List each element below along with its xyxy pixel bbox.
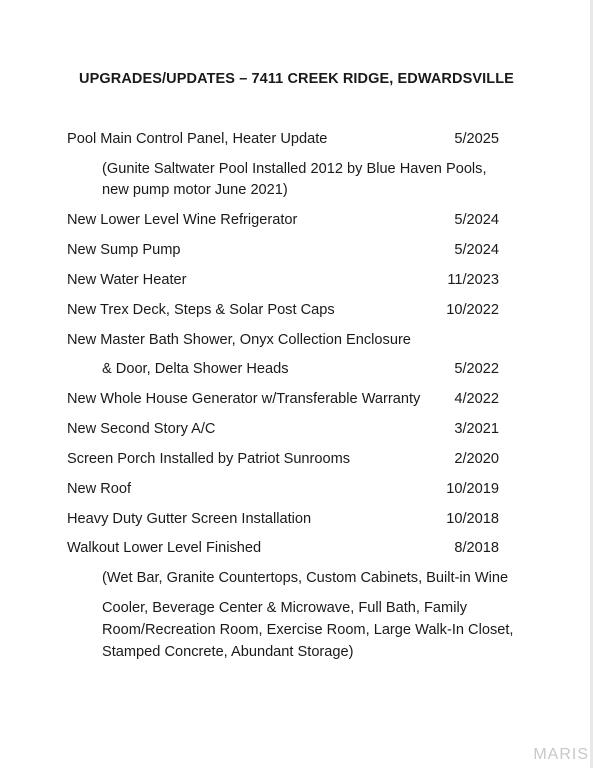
item-date: 10/2022 [446, 302, 499, 318]
item-date: 4/2022 [454, 391, 499, 407]
item-text: & Door, Delta Shower Heads [102, 361, 289, 377]
item-date: 8/2018 [454, 540, 499, 556]
item-date: 5/2025 [454, 131, 499, 147]
item-text: New Whole House Generator w/Transferable Warranty [67, 391, 421, 407]
item-date: 5/2022 [454, 361, 499, 377]
item-text: Pool Main Control Panel, Heater Update [67, 131, 328, 147]
item-text: Screen Porch Installed by Patriot Sunrooms [67, 451, 351, 467]
item-text: Heavy Duty Gutter Screen Installation [67, 511, 312, 527]
item-text: New Trex Deck, Steps & Solar Post Caps [67, 302, 335, 318]
item-text: Cooler, Beverage Center & Microwave, Full Bath, Family [102, 600, 467, 616]
item-date: 11/2023 [447, 272, 499, 288]
item-text: New Roof [67, 481, 132, 497]
item-text: New Lower Level Wine Refrigerator [67, 212, 298, 228]
item-text: New Water Heater [67, 272, 187, 288]
item-text: (Gunite Saltwater Pool Installed 2012 by Blue Haven Pools, [102, 161, 487, 177]
item-text: (Wet Bar, Granite Countertops, Custom Cabinets, Built-in Wine [102, 570, 509, 586]
item-date: 5/2024 [454, 242, 499, 258]
item-text: Stamped Concrete, Abundant Storage) [102, 644, 354, 660]
item-text: New Second Story A/C [67, 421, 216, 437]
item-date: 3/2021 [454, 421, 499, 437]
item-text: Room/Recreation Room, Exercise Room, Large Walk-In Closet, [102, 622, 514, 638]
document-title: UPGRADES/UPDATES – 7411 CREEK RIDGE, EDWARDSVILLE [79, 71, 514, 87]
item-date: 10/2018 [446, 511, 499, 527]
item-text: New Sump Pump [67, 242, 181, 258]
watermark-logo: MARIS [533, 746, 589, 763]
item-text: new pump motor June 2021) [102, 182, 288, 198]
item-text: New Master Bath Shower, Onyx Collection Enclosure [67, 332, 411, 348]
item-date: 5/2024 [454, 212, 499, 228]
item-text: Walkout Lower Level Finished [67, 540, 262, 556]
item-date: 2/2020 [454, 451, 499, 467]
item-date: 10/2019 [446, 481, 499, 497]
